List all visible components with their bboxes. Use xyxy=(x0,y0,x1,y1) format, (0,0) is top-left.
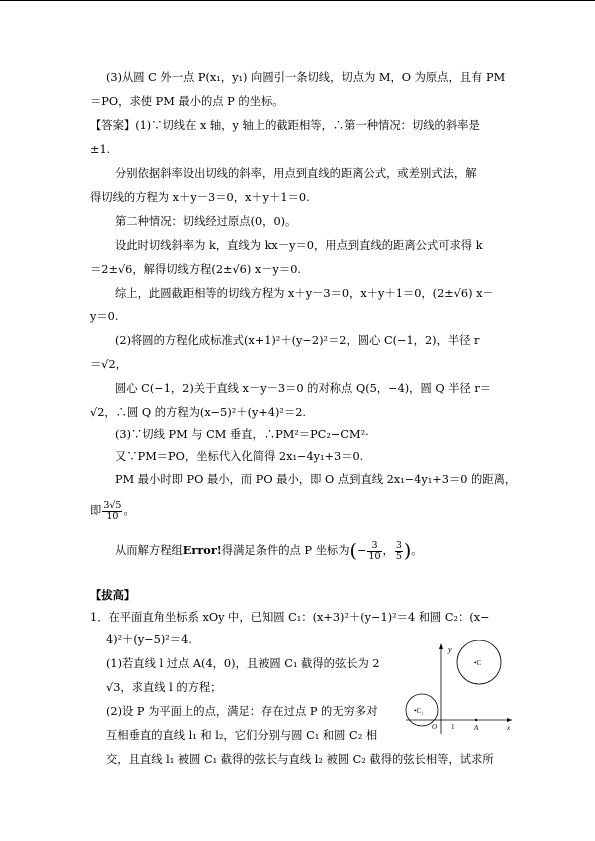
problem-1-line-2: 4)²＋(y−5)²＝4. xyxy=(106,633,192,646)
px-fraction-num: 3 xyxy=(367,541,381,552)
text-line-7: 第二种情况：切线经过原点(0，0)。 xyxy=(115,215,297,228)
top-rule xyxy=(0,0,595,1)
y-axis-arrow xyxy=(439,643,443,649)
problem-1-part-2b: 互相垂直的直线 l₁ 和 l₂，它们分别与圆 C₁ 和圆 C₂ 相 xyxy=(106,729,378,742)
error-text: Error! xyxy=(182,543,222,557)
x-axis-label: x xyxy=(507,724,511,732)
distance-suffix: 。 xyxy=(123,504,135,517)
text-line-1: (3)从圆 C 外一点 P(x₁，y₁) 向圆引一条切线，切点为 M，O 为原点，且有 PM xyxy=(106,71,506,84)
text-line-16: (3)∵切线 PM 与 CM 垂直，∴PM²＝PC₂−CM²· xyxy=(115,428,369,441)
point-a-dot xyxy=(475,719,477,721)
text-line-14: 圆心 C(−1，2)关于直线 x－y－3＝0 的对称点 Q(5，−4)，圆 Q 半径 r＝ xyxy=(115,382,492,395)
solution-period: 。 xyxy=(411,544,423,557)
answer-line: 【答案】(1)∵切线在 x 轴，y 轴上的截距相等，∴第一种情况：切线的斜率是 xyxy=(90,119,480,132)
text-line-5: 分别依据斜率设出切线的斜率，用点到直线的距离公式，或差别式法，解 xyxy=(115,167,477,180)
text-line-12: (2)将圆的方程化成标准式(x+1)²＋(y−2)²＝2，圆心 C(−1，2)，半径 r xyxy=(115,334,480,347)
left-paren: ( xyxy=(349,540,357,562)
right-paren: ) xyxy=(403,540,412,562)
text-line-17: 又∵PM＝PO，坐标代入化简得 2x₁−4y₁+3＝0. xyxy=(115,450,364,463)
distance-fraction-den: 10 xyxy=(106,510,119,522)
text-line-11: y＝0. xyxy=(90,310,119,323)
tick-one-label: 1 xyxy=(451,723,455,731)
text-line-2: ＝PO，求使 PM 最小的点 P 的坐标。 xyxy=(90,95,284,108)
py-fraction-den: 5 xyxy=(395,550,402,562)
text-line-15: √2，∴圆 Q 的方程为(x−5)²＋(y+4)²＝2. xyxy=(90,406,307,419)
distance-line xyxy=(90,498,135,524)
problem-1-line-1: 1．在平面直角坐标系 xOy 中，已知圆 C₁：(x+3)²＋(y−1)²＝4 和圆 C₂：(x− xyxy=(90,611,490,624)
distance-fraction xyxy=(102,501,122,522)
text-line-10: 综上，此圆截距相等的切线方程为 x＋y－3＝0，x＋y＋1＝0，(2±√6) x－ xyxy=(115,287,494,300)
text-line-13: ＝√2， xyxy=(90,358,127,371)
problem-1-part-1b: √3，求直线 l 的方程； xyxy=(106,681,222,694)
py-fraction xyxy=(395,541,403,562)
c1-label: •C₁ xyxy=(414,707,424,715)
point-a-label: A xyxy=(474,724,479,732)
section-heading-bagao: 【拔高】 xyxy=(90,588,136,602)
problem-1-part-2: (2)设 P 为平面上的点，满足：存在过点 P 的无穷多对 xyxy=(106,705,378,718)
text-line-8: 设此时切线斜率为 k，直线为 kx－y＝0，用点到直线的距离公式可求得 k xyxy=(115,239,483,252)
text-line-6: 得切线的方程为 x＋y－3＝0，x＋y＋1＝0. xyxy=(90,191,310,204)
solution-mid: 得满足条件的点 P 坐标为 xyxy=(221,544,350,557)
y-axis-label: y xyxy=(448,645,452,654)
x-axis-arrow xyxy=(507,718,512,722)
comma-sep: ， xyxy=(382,544,394,557)
py-fraction-num: 3 xyxy=(395,539,402,551)
px-fraction-den: 10 xyxy=(368,550,381,562)
circles-figure xyxy=(404,640,514,735)
distance-fraction-num: 3√5 xyxy=(103,499,122,511)
px-fraction xyxy=(367,541,381,562)
text-line-9: ＝2±√6，解得切线方程(2±√6) x－y＝0. xyxy=(90,263,301,276)
minus-sign: − xyxy=(356,544,367,557)
origin-label: O xyxy=(432,723,438,731)
text-line-18: PM 最小时即 PO 最小，而 PO 最小，即 O 点到直线 2x₁−4y₁+3＝0 的距离， xyxy=(115,473,517,486)
problem-1-part-1: (1)若直线 l 过点 A(4，0)，且被圆 C₁ 截得的弦长为 2 xyxy=(106,657,380,670)
c2-label: •C xyxy=(474,659,482,667)
solution-prefix: 从而解方程组 xyxy=(115,544,183,557)
distance-prefix: 即 xyxy=(90,504,102,517)
problem-1-part-2c: 交，且直线 l₁ 被圆 C₁ 截得的弦长与直线 l₂ 被圆 C₂ 截得的弦长相等，试求所 xyxy=(106,753,494,766)
text-line-4: ±1. xyxy=(90,143,111,156)
solution-line xyxy=(115,537,423,564)
